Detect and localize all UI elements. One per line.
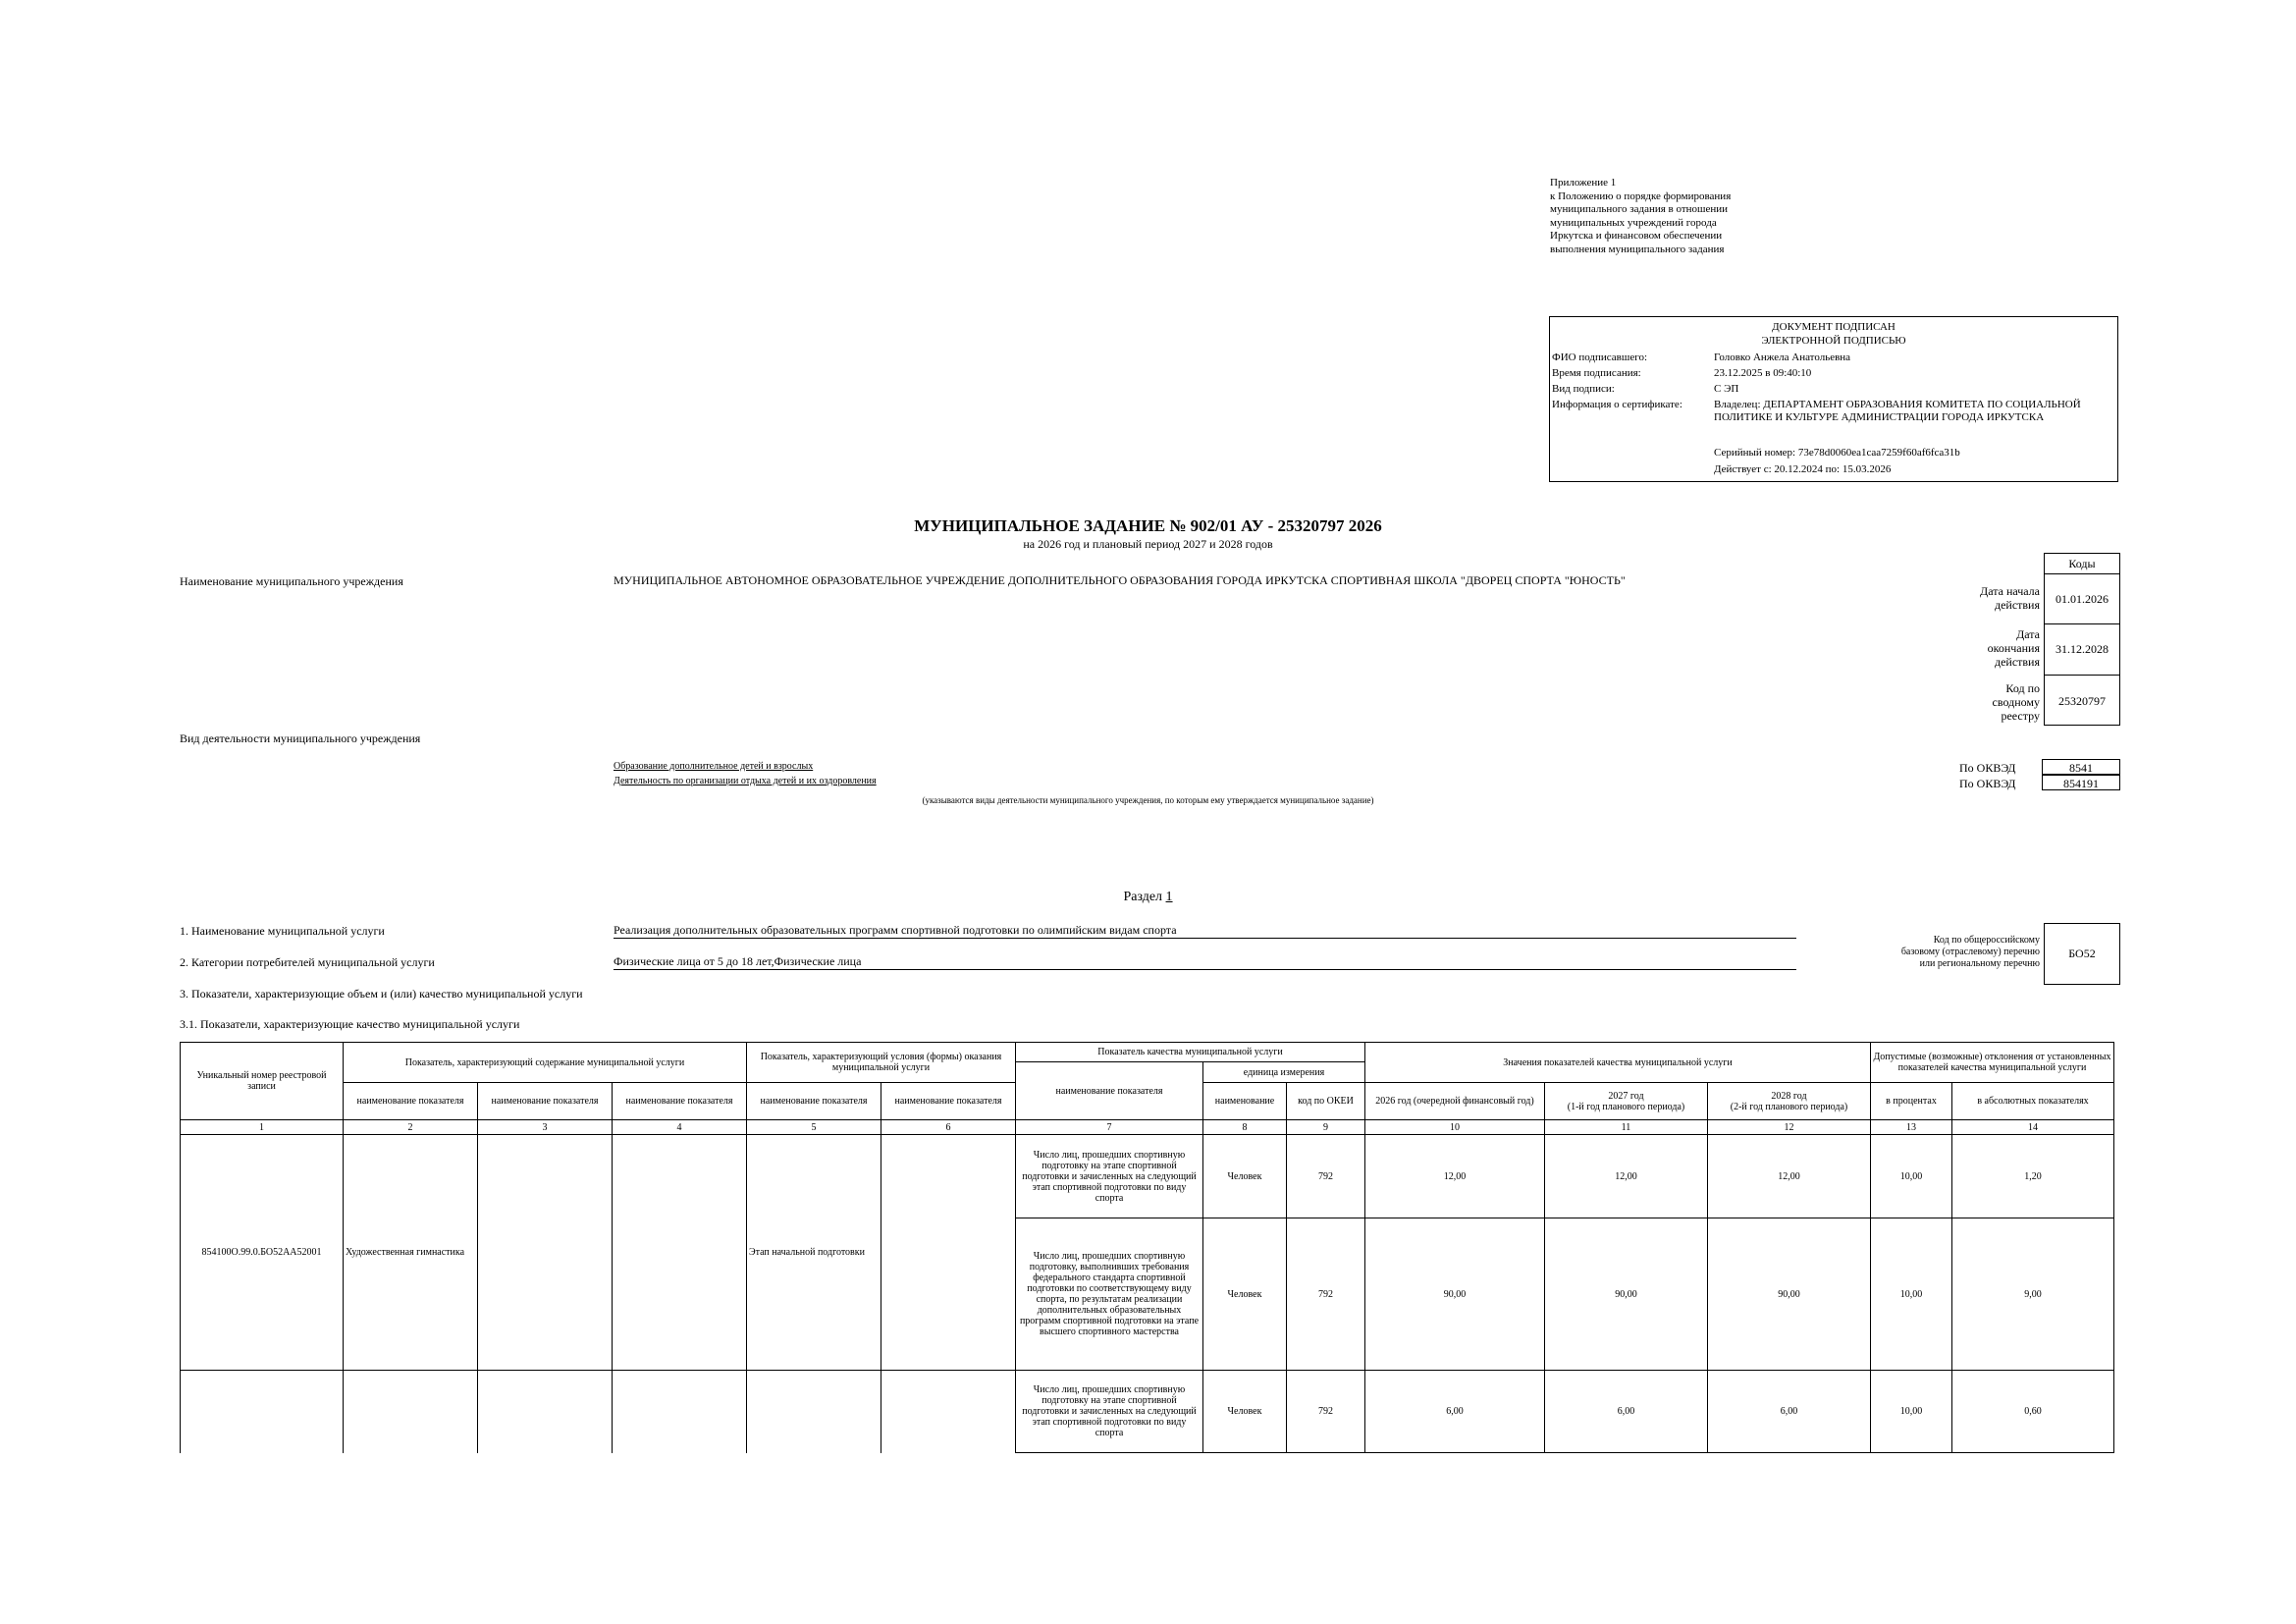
th-content-name-1: наименование показателя bbox=[344, 1083, 478, 1120]
appendix-line: муниципальных учреждений города bbox=[1550, 216, 1717, 229]
indicator-name: Число лиц, прошедших спортивную подготовку, выполнивших требования федерального стандарта спортивной подготовки по соответствующему виду спорта, по результатам реализации дополнительных образовательных программ спортивной подготовки на этапе высшего спортивного мастерства bbox=[1016, 1218, 1203, 1371]
th-quality-values: Значения показателей качества муниципальной услуги bbox=[1365, 1043, 1871, 1083]
signature-stamp bbox=[1549, 316, 2118, 482]
signature-heading-1: ДОКУМЕНТ ПОДПИСАН bbox=[1772, 321, 1896, 333]
list-code-label-2: базовому (отраслевому) перечню bbox=[1900, 947, 2040, 957]
unit-name: Человек bbox=[1203, 1135, 1287, 1218]
deviation-absolute: 0,60 bbox=[1952, 1371, 2114, 1453]
unit-name: Человек bbox=[1203, 1218, 1287, 1371]
value-2026: 90,00 bbox=[1365, 1218, 1545, 1371]
record-empty bbox=[747, 1371, 881, 1453]
appendix-line: муниципального задания в отношении bbox=[1550, 203, 1729, 215]
type-value: С ЭП bbox=[1714, 383, 1739, 395]
value-2028: 6,00 bbox=[1708, 1371, 1871, 1453]
col-number: 1 bbox=[181, 1120, 344, 1135]
end-date-label bbox=[1924, 627, 2040, 669]
okved-code-2: 854191 bbox=[2042, 775, 2120, 790]
okei-code: 792 bbox=[1287, 1371, 1365, 1453]
record-empty bbox=[613, 1371, 747, 1453]
indicator-name: Число лиц, прошедших спортивную подготовку на этапе спортивной подготовки и зачисленных на следующий этап спортивной подготовки по виду спорта bbox=[1016, 1135, 1203, 1218]
th-unit: единица измерения bbox=[1203, 1062, 1365, 1083]
codes-header: Коды bbox=[2045, 554, 2119, 574]
list-code-label-3: или региональному перечню bbox=[1919, 958, 2040, 969]
appendix-line: к Положению о порядке формирования bbox=[1550, 189, 1732, 202]
quality-indicators-heading: 3.1. Показатели, характеризующие качество муниципальной услуги bbox=[180, 1017, 520, 1031]
th-year-2028 bbox=[1708, 1083, 1871, 1120]
service-name-label: 1. Наименование муниципальной услуги bbox=[180, 924, 385, 938]
list-code-value: БО52 bbox=[2044, 923, 2120, 985]
th-okei: код по ОКЕИ bbox=[1287, 1083, 1365, 1120]
institution-name: МУНИЦИПАЛЬНОЕ АВТОНОМНОЕ ОБРАЗОВАТЕЛЬНОЕ УЧРЕЖДЕНИЕ ДОПОЛНИТЕЛЬНОГО ОБРАЗОВАНИЯ ГОРОДА ИРКУТСКА СПОРТИВНАЯ ШКОЛА "ДВОРЕЦ СПОРТА "ЮНОСТЬ" bbox=[614, 573, 1626, 587]
time-label: Время подписания: bbox=[1552, 367, 1641, 379]
record-empty bbox=[181, 1371, 344, 1453]
cert-label: Информация о сертификате: bbox=[1552, 399, 1682, 410]
th-year-2028-line2: (2-й год планового периода) bbox=[1730, 1101, 1848, 1112]
appendix-line: выполнения муниципального задания bbox=[1550, 243, 1725, 255]
col-number: 4 bbox=[613, 1120, 747, 1135]
value-2027: 12,00 bbox=[1545, 1135, 1708, 1218]
th-indicator-name: наименование показателя bbox=[1016, 1062, 1203, 1120]
column-numbers-row bbox=[181, 1120, 2114, 1135]
end-date-label-3: действия bbox=[1994, 655, 2040, 669]
record-empty bbox=[478, 1371, 613, 1453]
th-unique-number: Уникальный номер реестровой записи bbox=[181, 1043, 344, 1120]
record-stage: Этап начальной подготовки bbox=[747, 1135, 881, 1371]
col-number: 8 bbox=[1203, 1120, 1287, 1135]
th-year-2027-line1: 2027 год bbox=[1608, 1090, 1644, 1102]
th-deviations: Допустимые (возможные) отклонения от установленных показателей качества муниципальной услуги bbox=[1871, 1043, 2114, 1083]
section-heading bbox=[0, 890, 2296, 905]
value-2028: 90,00 bbox=[1708, 1218, 1871, 1371]
registry-code-label bbox=[1924, 681, 2040, 723]
quality-indicators-table bbox=[180, 1042, 2114, 1453]
okei-code: 792 bbox=[1287, 1218, 1365, 1371]
codes-box bbox=[2044, 553, 2120, 726]
appendix-line: Приложение 1 bbox=[1550, 177, 1617, 189]
col-number: 9 bbox=[1287, 1120, 1365, 1135]
signer-label: ФИО подписавшего: bbox=[1552, 352, 1648, 363]
value-2027: 6,00 bbox=[1545, 1371, 1708, 1453]
deviation-absolute: 9,00 bbox=[1952, 1218, 2114, 1371]
table-row bbox=[181, 1135, 2114, 1218]
value-2026: 12,00 bbox=[1365, 1135, 1545, 1218]
th-content-name-3: наименование показателя bbox=[613, 1083, 747, 1120]
institution-label: Наименование муниципального учреждения bbox=[180, 574, 403, 588]
record-sport: Художественная гимнастика bbox=[344, 1135, 478, 1371]
list-code-label-1: Код по общероссийскому bbox=[1933, 935, 2040, 946]
col-number: 11 bbox=[1545, 1120, 1708, 1135]
col-number: 7 bbox=[1016, 1120, 1203, 1135]
record-empty bbox=[344, 1371, 478, 1453]
th-year-2027 bbox=[1545, 1083, 1708, 1120]
activity-item-1: Образование дополнительное детей и взрослых bbox=[614, 761, 814, 772]
okved-label-2: По ОКВЭД bbox=[1959, 777, 2016, 790]
deviation-percent: 10,00 bbox=[1871, 1135, 1952, 1218]
value-2026: 6,00 bbox=[1365, 1371, 1545, 1453]
registry-code-value: 25320797 bbox=[2058, 694, 2106, 708]
table-row bbox=[181, 1371, 2114, 1453]
indicator-name: Число лиц, прошедших спортивную подготовку на этапе спортивной подготовки и зачисленных на следующий этап спортивной подготовки по виду спорта bbox=[1016, 1371, 1203, 1453]
section-label: Раздел bbox=[1123, 890, 1163, 904]
start-date-value: 01.01.2026 bbox=[2045, 574, 2119, 624]
page-title: МУНИЦИПАЛЬНОЕ ЗАДАНИЕ № 902/01 АУ - 25320797 2026 bbox=[914, 516, 1382, 535]
th-unit-name: наименование bbox=[1203, 1083, 1287, 1120]
registry-label-1: Код по bbox=[2005, 681, 2040, 695]
start-date-label-2: действия bbox=[1994, 598, 2040, 612]
activity-label: Вид деятельности муниципального учреждения bbox=[180, 731, 421, 745]
th-quality-indicator: Показатель качества муниципальной услуги bbox=[1016, 1043, 1365, 1062]
indicators-heading: 3. Показатели, характеризующие объем и (или) качество муниципальной услуги bbox=[180, 987, 583, 1001]
section-number: 1 bbox=[1165, 890, 1173, 904]
th-year-2028-line1: 2028 год bbox=[1771, 1090, 1807, 1102]
time-value: 23.12.2025 в 09:40:10 bbox=[1714, 367, 1812, 379]
th-year-2027-line2: (1-й год планового периода) bbox=[1567, 1101, 1685, 1112]
th-conditions-name-1: наименование показателя bbox=[747, 1083, 881, 1120]
col-number: 13 bbox=[1871, 1120, 1952, 1135]
service-name-value: Реализация дополнительных образовательных программ спортивной подготовки по олимпийским видам спорта bbox=[614, 923, 1796, 939]
col-number: 10 bbox=[1365, 1120, 1545, 1135]
activity-item-2: Деятельность по организации отдыха детей и их оздоровления bbox=[614, 776, 877, 786]
cert-owner-1: Владелец: ДЕПАРТАМЕНТ ОБРАЗОВАНИЯ КОМИТЕТА ПО СОЦИАЛЬНОЙ bbox=[1714, 399, 2081, 410]
signature-heading-2: ЭЛЕКТРОННОЙ ПОДПИСЬЮ bbox=[1761, 335, 1906, 347]
registry-label-3: реестру bbox=[2001, 709, 2040, 723]
appendix-line: Иркутска и финансовом обеспечении bbox=[1550, 230, 1723, 242]
end-date-value: 31.12.2028 bbox=[2045, 624, 2119, 676]
deviation-percent: 10,00 bbox=[1871, 1218, 1952, 1371]
th-percent: в процентах bbox=[1871, 1083, 1952, 1120]
record-empty bbox=[881, 1371, 1016, 1453]
record-empty bbox=[478, 1135, 613, 1371]
start-date-label-1: Дата начала bbox=[1980, 584, 2040, 598]
th-absolute: в абсолютных показателях bbox=[1952, 1083, 2114, 1120]
okei-code: 792 bbox=[1287, 1135, 1365, 1218]
cert-serial: Серийный номер: 73e78d0060ea1caa7259f60af6fca31b bbox=[1714, 447, 1960, 459]
col-number: 3 bbox=[478, 1120, 613, 1135]
th-conditions-name-2: наименование показателя bbox=[881, 1083, 1016, 1120]
okved-code-1: 8541 bbox=[2042, 759, 2120, 775]
list-code-label bbox=[1845, 935, 2040, 970]
end-date-label-1: Дата bbox=[2016, 627, 2040, 641]
type-label: Вид подписи: bbox=[1552, 383, 1615, 395]
start-date-label bbox=[1924, 584, 2040, 612]
deviation-absolute: 1,20 bbox=[1952, 1135, 2114, 1218]
value-2027: 90,00 bbox=[1545, 1218, 1708, 1371]
okved-label-1: По ОКВЭД bbox=[1959, 761, 2016, 775]
th-content-indicator: Показатель, характеризующий содержание муниципальной услуги bbox=[344, 1043, 747, 1083]
registry-label-2: сводному bbox=[1992, 695, 2040, 709]
value-2028: 12,00 bbox=[1708, 1135, 1871, 1218]
record-empty bbox=[613, 1135, 747, 1371]
th-content-name-2: наименование показателя bbox=[478, 1083, 613, 1120]
deviation-percent: 10,00 bbox=[1871, 1371, 1952, 1453]
cert-valid: Действует с: 20.12.2024 по: 15.03.2026 bbox=[1714, 463, 1892, 475]
end-date-label-2: окончания bbox=[1987, 641, 2040, 655]
cert-owner-2: ПОЛИТИКЕ И КУЛЬТУРЕ АДМИНИСТРАЦИИ ГОРОДА ИРКУТСКА bbox=[1714, 411, 2045, 423]
record-code: 854100О.99.0.БО52АА52001 bbox=[181, 1135, 344, 1371]
page-subtitle: на 2026 год и плановый период 2027 и 2028 годов bbox=[1023, 537, 1273, 551]
col-number: 6 bbox=[881, 1120, 1016, 1135]
col-number: 12 bbox=[1708, 1120, 1871, 1135]
activity-note: (указываются виды деятельности муниципального учреждения, по которым ему утверждается муниципальное задание) bbox=[922, 795, 1374, 805]
consumer-category-label: 2. Категории потребителей муниципальной услуги bbox=[180, 955, 435, 969]
th-year-2026: 2026 год (очередной финансовый год) bbox=[1365, 1083, 1545, 1120]
col-number: 5 bbox=[747, 1120, 881, 1135]
unit-name: Человек bbox=[1203, 1371, 1287, 1453]
col-number: 2 bbox=[344, 1120, 478, 1135]
th-conditions-indicator: Показатель, характеризующий условия (формы) оказания муниципальной услуги bbox=[747, 1043, 1016, 1083]
signer-value: Головко Анжела Анатольевна bbox=[1714, 352, 1851, 363]
col-number: 14 bbox=[1952, 1120, 2114, 1135]
record-empty bbox=[881, 1135, 1016, 1371]
appendix-note bbox=[1550, 177, 1805, 256]
consumer-category-value: Физические лица от 5 до 18 лет,Физические лица bbox=[614, 954, 1796, 970]
